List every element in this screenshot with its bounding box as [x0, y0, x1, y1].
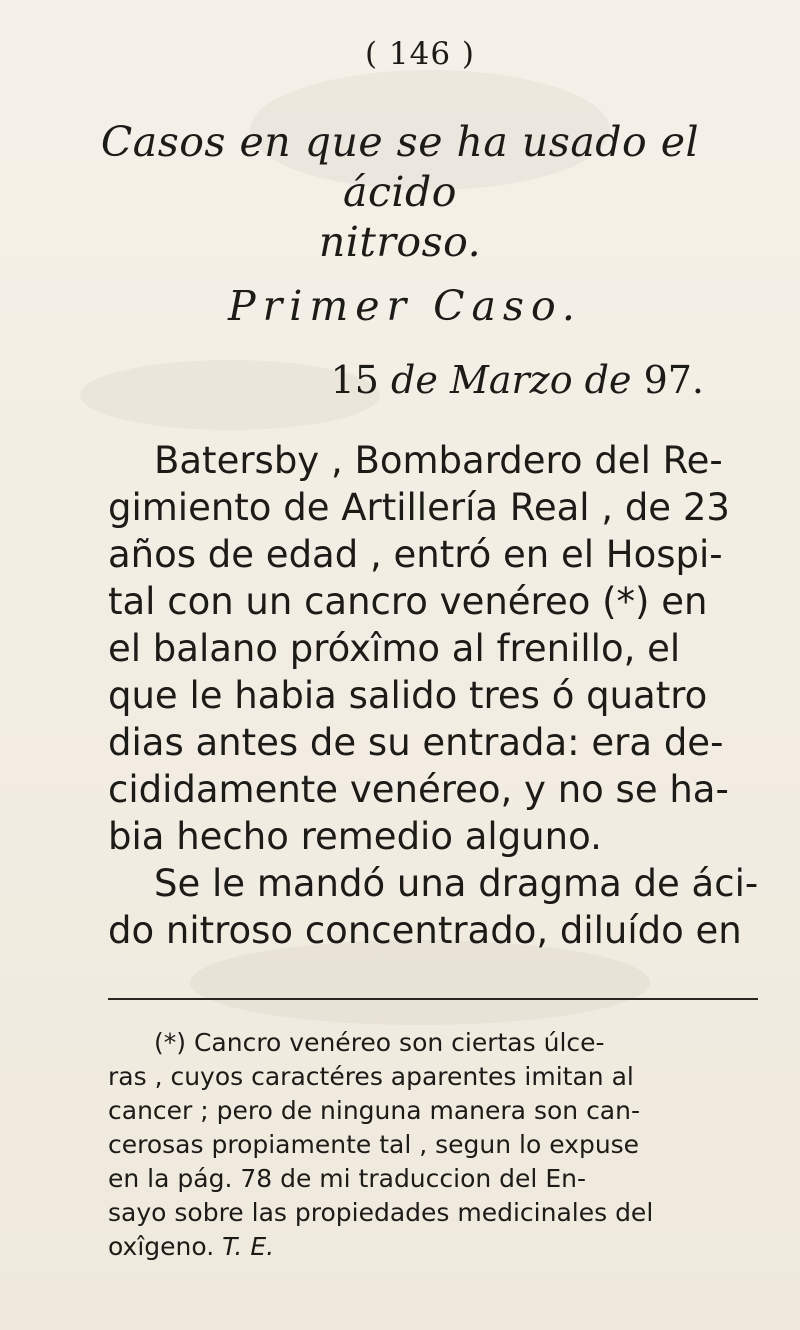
date-middle: de Marzo de: [391, 358, 632, 402]
case-date: [204, 355, 704, 405]
date-year: 97.: [643, 358, 704, 402]
footnote-signature: T. E.: [222, 1232, 275, 1261]
body-line: gimiento de Artillería Real , de 23: [108, 486, 730, 529]
case-heading: Primer Caso.: [228, 282, 582, 330]
body-line: el balano próxîmo al frenillo, el: [108, 627, 681, 670]
footnote-divider: [108, 998, 758, 1000]
footnote-line: cerosas propiamente tal , segun lo expuse: [108, 1130, 640, 1159]
footnote: [108, 1026, 768, 1264]
body-line: tal con un cancro venéreo (*) en: [108, 580, 708, 623]
case-body-text: [108, 437, 758, 954]
footnote-last-line: [108, 1230, 768, 1264]
body-line: que le habia salido tres ó quatro: [108, 674, 708, 717]
body-line: Batersby , Bombardero del Re-: [154, 439, 723, 482]
body-line: cididamente venéreo, y no se ha-: [108, 768, 729, 811]
footnote-line: sayo sobre las propiedades medicinales del: [108, 1198, 654, 1227]
footnote-line: en la pág. 78 de mi traduccion del En-: [108, 1164, 586, 1193]
body-line: bia hecho remedio alguno.: [108, 815, 602, 858]
body-line: dias antes de su entrada: era de-: [108, 721, 724, 764]
section-title: [80, 117, 720, 267]
body-line: do nitroso concentrado, diluído en: [108, 909, 742, 952]
date-day: 15: [330, 358, 379, 402]
footnote-line: ras , cuyos caractéres aparentes imitan al: [108, 1062, 634, 1091]
footnote-line: cancer ; pero de ninguna manera son can-: [108, 1096, 640, 1125]
body-line: años de edad , entró en el Hospi-: [108, 533, 723, 576]
page-number: ( 146 ): [364, 36, 476, 72]
section-title-line: Casos en que se ha usado el ácido: [100, 118, 700, 216]
section-title-line: nitroso.: [318, 218, 482, 266]
footnote-line: (*) Cancro venéreo son ciertas úlce-: [154, 1028, 605, 1057]
footnote-line: oxîgeno.: [108, 1232, 215, 1261]
body-line: Se le mandó una dragma de áci-: [154, 862, 759, 905]
